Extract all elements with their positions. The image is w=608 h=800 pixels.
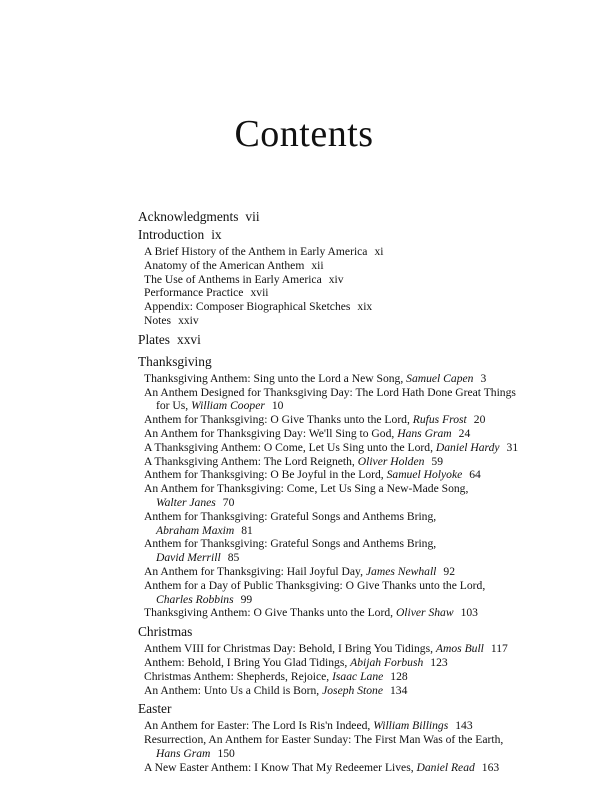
entry-label: The Use of Anthems in Early America — [144, 272, 322, 286]
toc-subentry[interactable] — [138, 300, 498, 314]
entry-page: 3 — [480, 371, 487, 385]
toc-subentry[interactable] — [138, 537, 498, 565]
entry-title: Christmas Anthem: Shepherds, Rejoice, — [144, 669, 330, 683]
entry-continuation — [144, 747, 498, 761]
entry-page: 99 — [240, 592, 253, 606]
toc-subentry[interactable] — [138, 670, 498, 684]
entry-title: Anthem: Behold, I Bring You Glad Tidings, — [144, 655, 348, 669]
entry-page: 81 — [241, 523, 253, 537]
toc-subentry[interactable] — [138, 259, 498, 273]
entry-title: Thanksgiving Anthem: O Give Thanks unto the Lord, — [144, 606, 394, 620]
toc-subentry[interactable] — [138, 372, 498, 386]
toc-subentry[interactable] — [138, 245, 498, 259]
entry-composer: Oliver Shaw — [395, 606, 454, 620]
entry-composer: Walter Janes — [156, 495, 216, 509]
entry-title: An Anthem for Easter: The Lord Is Ris'n Indeed, — [144, 719, 371, 733]
entry-title: Thanksgiving Anthem: Sing unto the Lord a New Song, — [144, 371, 404, 385]
entry-label: Introduction — [138, 227, 205, 242]
toc-subentry[interactable] — [138, 642, 508, 656]
entry-label: Acknowledgments — [138, 209, 239, 224]
entry-title: Anthem for Thanksgiving: O Give Thanks unto the Lord, — [144, 413, 410, 427]
entry-page: 143 — [455, 719, 473, 733]
entry-page: 59 — [431, 454, 443, 468]
entry-title: Resurrection, An Anthem for Easter Sunday: The First Man Was of the Earth, — [144, 733, 504, 747]
entry-continuation — [144, 524, 498, 538]
toc-subentry[interactable] — [138, 427, 498, 441]
toc-subentry[interactable] — [138, 761, 498, 775]
entry-composer: William Billings — [373, 719, 449, 733]
page-title: Contents — [234, 113, 374, 155]
entry-page: xii — [311, 258, 324, 272]
toc-subentry[interactable] — [138, 413, 498, 427]
entry-label: Performance Practice — [144, 286, 244, 300]
entry-composer: William Cooper — [191, 399, 265, 413]
entry-title-continued: for Us, — [156, 399, 192, 413]
entry-title: Anthem for Thanksgiving: O Be Joyful in the Lord, — [144, 468, 384, 482]
toc-subentry[interactable] — [138, 733, 504, 761]
toc-subentry[interactable] — [138, 565, 498, 579]
introduction-subentries — [138, 245, 498, 328]
entry-title: An Anthem: Unto Us a Child is Born, — [144, 683, 320, 697]
entry-composer: Daniel Hardy — [435, 440, 500, 454]
toc-sections — [138, 353, 519, 775]
section-entries — [138, 642, 508, 697]
toc-subentry[interactable] — [138, 455, 498, 469]
entry-title: Anthem for Thanksgiving: Grateful Songs and Anthems Bring, — [144, 509, 437, 523]
entry-page: vii — [245, 209, 260, 224]
entry-page: 117 — [490, 642, 508, 656]
entry-composer: Samuel Capen — [406, 371, 474, 385]
entry-page: 24 — [458, 426, 471, 440]
entry-composer: Oliver Holden — [357, 454, 425, 468]
toc-entry-plates[interactable] — [138, 331, 498, 349]
entry-composer: Hans Gram — [156, 746, 211, 760]
entry-title: Anthem VIII for Christmas Day: Behold, I Bring You Tidings, — [144, 642, 433, 656]
entry-composer: Abraham Maxim — [156, 523, 235, 537]
entry-page: 64 — [469, 468, 481, 482]
entry-title: Anthem for Thanksgiving: Grateful Songs and Anthems Bring, — [144, 537, 437, 551]
entry-title: An Anthem for Thanksgiving Day: We'll Sing to God, — [144, 426, 395, 440]
entry-title: A Thanksgiving Anthem: The Lord Reigneth, — [144, 454, 355, 468]
toc-subentry[interactable] — [138, 286, 498, 300]
toc-subentry[interactable] — [138, 273, 498, 287]
entry-page: 150 — [217, 746, 235, 760]
toc-subentry[interactable] — [138, 684, 498, 698]
entry-page: ix — [211, 227, 222, 242]
toc-subentry[interactable] — [138, 579, 498, 607]
entry-composer: Hans Gram — [397, 426, 452, 440]
entry-composer: Daniel Read — [416, 760, 475, 774]
toc-entry-introduction[interactable] — [138, 226, 498, 244]
entry-page: 85 — [227, 551, 240, 565]
toc-subentry[interactable] — [138, 606, 498, 620]
entry-page: 128 — [390, 669, 408, 683]
entry-page: xi — [374, 245, 384, 258]
entry-page: 134 — [389, 683, 408, 697]
entry-title: A Thanksgiving Anthem: O Come, Let Us Sing unto the Lord, — [144, 440, 433, 454]
entry-composer: Charles Robbins — [156, 592, 234, 606]
entry-continuation — [144, 551, 498, 565]
entry-label: Notes — [144, 313, 172, 327]
section-heading[interactable]: Thanksgiving — [138, 353, 212, 369]
entry-composer: Isaac Lane — [332, 669, 384, 683]
entry-composer: David Merrill — [156, 551, 221, 565]
toc-subentry[interactable] — [138, 440, 519, 455]
entry-continuation — [144, 399, 498, 413]
entry-page: 163 — [481, 760, 500, 774]
section-entries — [138, 371, 519, 620]
entry-composer: Abijah Forbush — [350, 655, 424, 669]
entry-page: 20 — [473, 413, 486, 427]
entry-title: Anthem for a Day of Public Thanksgiving: O Give Thanks unto the Lord, — [144, 578, 486, 592]
entry-page: 70 — [222, 495, 235, 509]
entry-title: An Anthem for Thanksgiving: Come, Let Us Sing a New-Made Song, — [144, 482, 469, 496]
entry-page: xiv — [328, 272, 344, 286]
entry-page: xxvi — [177, 331, 201, 347]
entry-page: xix — [357, 300, 373, 314]
toc-entry-acknowledgments[interactable] — [138, 208, 498, 226]
entry-continuation — [144, 496, 498, 510]
entry-page: xxiv — [178, 313, 199, 327]
entry-label: A Brief History of the Anthem in Early America — [144, 245, 368, 258]
section-heading[interactable]: Christmas — [138, 624, 193, 640]
toc-subentry[interactable] — [138, 719, 498, 733]
entry-composer: Amos Bull — [435, 642, 484, 656]
entry-continuation — [144, 593, 498, 607]
entry-label: Appendix: Composer Biographical Sketches — [144, 300, 351, 314]
entry-page: 92 — [443, 564, 455, 578]
entry-composer: James Newhall — [365, 564, 437, 578]
entry-label: Plates — [138, 331, 170, 347]
table-of-contents — [138, 208, 519, 778]
entry-label: Anatomy of the American Anthem — [144, 258, 305, 272]
toc-subentry[interactable] — [138, 510, 498, 538]
toc-subentry[interactable] — [138, 482, 498, 510]
entry-title: An Anthem for Thanksgiving: Hail Joyful Day, — [144, 564, 363, 578]
entry-page: 103 — [460, 606, 478, 620]
entry-title: An Anthem Designed for Thanksgiving Day: The Lord Hath Done Great Things — [144, 385, 516, 399]
toc-subentry[interactable] — [138, 385, 516, 414]
entry-page: 123 — [430, 655, 448, 669]
section-heading[interactable]: Easter — [138, 701, 172, 717]
entry-composer: Rufus Frost — [412, 413, 467, 427]
entry-composer: Samuel Holyoke — [386, 468, 463, 482]
entry-page: 31 — [506, 440, 519, 454]
toc-subentry[interactable] — [138, 314, 498, 328]
entry-page: xvii — [250, 286, 269, 300]
section-entries — [138, 719, 504, 774]
toc-subentry[interactable] — [138, 656, 498, 670]
entry-title: A New Easter Anthem: I Know That My Redeemer Lives, — [144, 760, 414, 774]
toc-subentry[interactable] — [138, 468, 498, 482]
entry-page: 10 — [271, 399, 284, 413]
entry-composer: Joseph Stone — [322, 683, 383, 697]
